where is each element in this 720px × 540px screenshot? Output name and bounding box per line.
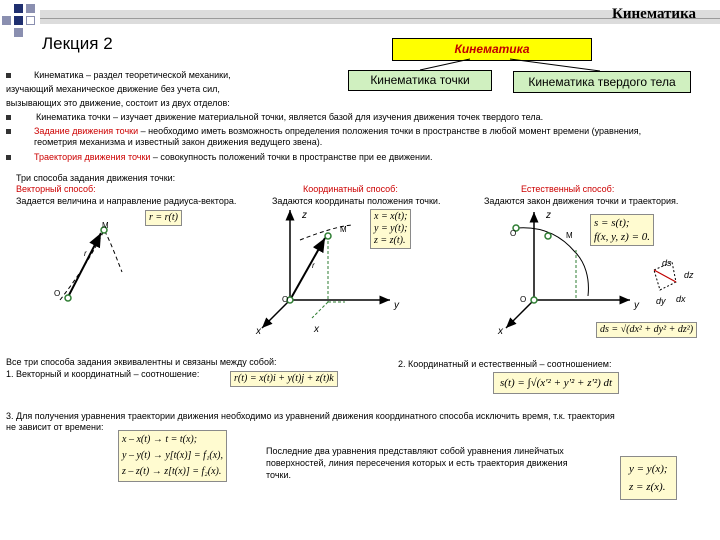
axis-z-label: z xyxy=(546,210,551,221)
term-motion-desc: – необходимо иметь возможность определения положения точки в пространстве в любой момент времени (уравнения, xyxy=(138,126,642,136)
definition-line: Кинематика – раздел теоретической механики, xyxy=(34,70,231,80)
vector-method-title: Векторный способ: xyxy=(16,184,96,194)
last-text: поверхностей, линия пересечения которых и есть траектория движения xyxy=(266,458,568,468)
natural-formula-s: s = s(t); xyxy=(594,217,630,229)
slide-title: Кинематика xyxy=(612,6,696,22)
radius-vector-label: r xyxy=(312,261,315,270)
vector-formula: r = r(t) xyxy=(145,210,182,226)
elim-line-1: x – x(t) → t = t(x); xyxy=(122,434,198,445)
trajectory-text-2: не зависит от времени: xyxy=(6,422,104,432)
ds-label: ds xyxy=(662,258,672,268)
last-text: Последние два уравнения представляют собой уравнения линейчатых xyxy=(266,446,564,456)
origin-O-label: O xyxy=(520,295,527,304)
axis-y-label: y xyxy=(394,300,399,311)
coord-natural-relation: 2. Координатный и естественный – соотношением: xyxy=(398,359,612,369)
dz-label: dz xyxy=(684,270,694,280)
axis-x-label: x xyxy=(498,326,503,337)
origin-O-label: O xyxy=(282,295,289,304)
eliminate-time-formulas xyxy=(118,430,227,482)
definition-line: изучающий механическое движение без учета сил, xyxy=(6,84,220,94)
equivalence-text: Все три способа задания эквивалентны и связаны между собой: xyxy=(6,357,277,367)
origin-O-label: O xyxy=(510,229,517,238)
term-trajectory-desc: – совокупность положений точки в пространстве при ее движении. xyxy=(150,152,433,162)
traj-eq-y: y = y(x); xyxy=(629,463,668,475)
axis-x-label: x xyxy=(256,326,261,337)
natural-method-title: Естественный способ: xyxy=(521,184,615,194)
dx-label: dx xyxy=(676,294,686,304)
elim-line-3: z – z(t) → z[t(x)] = f₂(x). xyxy=(122,466,222,477)
last-text: точки. xyxy=(266,470,291,480)
point-M-label: M xyxy=(102,221,109,230)
bullet-point-kinematics: Кинематика точки – изучает движение материальной точки, является базой для изучения движения точек твердого тела. xyxy=(36,112,544,122)
dy-label: dy xyxy=(656,296,666,306)
vector-coord-relation: 1. Векторный и координатный – соотношение: xyxy=(6,369,200,379)
point-M-label: M xyxy=(340,225,347,234)
vector-method-desc: Задается величина и направление радиуса-вектора. xyxy=(16,196,237,206)
coord-x-label: x xyxy=(314,324,319,335)
trajectory-equations xyxy=(620,456,677,500)
natural-formula-f: f(x, y, z) = 0. xyxy=(594,231,650,243)
coord-formula-x: x = x(t); xyxy=(374,211,408,222)
coord-method-title: Координатный способ: xyxy=(303,184,398,194)
natural-method-desc: Задаются закон движения точки и траектория. xyxy=(484,196,679,206)
ds-formula: ds = √(dx² + dy² + dz²) xyxy=(596,322,697,338)
axis-z-label: z xyxy=(302,210,307,221)
bullet-motion-line2: геометрия механизма и известный закон движения ведущего звена). xyxy=(34,137,323,147)
vector-coord-formula: r(t) = x(t)i + y(t)j + z(t)k xyxy=(230,371,338,387)
definition-line: вызывающих это движение, состоит из двух отделов: xyxy=(6,98,230,108)
methods-intro: Три способа задания движения точки: xyxy=(16,173,176,183)
term-motion: Задание движения точки xyxy=(34,126,139,136)
coord-formula-y: y = y(t); xyxy=(374,223,408,234)
topic-box-point: Кинематика точки xyxy=(348,70,492,91)
coord-formula-z: z = z(t). xyxy=(374,235,406,246)
coord-natural-formula: s(t) = ∫√(x'² + y'² + z'²) dt xyxy=(493,372,619,394)
lecture-label: Лекция 2 xyxy=(42,34,113,53)
point-M-label: M xyxy=(566,231,573,240)
radius-vector-label: r xyxy=(84,249,87,258)
term-trajectory: Траектория движения точки xyxy=(34,152,151,162)
trajectory-text: 3. Для получения уравнения траектории движения необходимо из уравнений движения координатного способа исключить время, т.к. траектория xyxy=(6,411,615,421)
traj-eq-z: z = z(x). xyxy=(629,481,666,493)
topic-box-rigid: Кинематика твердого тела xyxy=(513,71,691,93)
axis-y-label: y xyxy=(634,300,639,311)
elim-line-2: y – y(t) → y[t(x)] = f₁(x), xyxy=(122,450,224,461)
origin-O-label: O xyxy=(54,289,61,298)
topic-box-kinematics: Кинематика xyxy=(392,38,592,61)
coord-method-desc: Задаются координаты положения точки. xyxy=(272,196,441,206)
